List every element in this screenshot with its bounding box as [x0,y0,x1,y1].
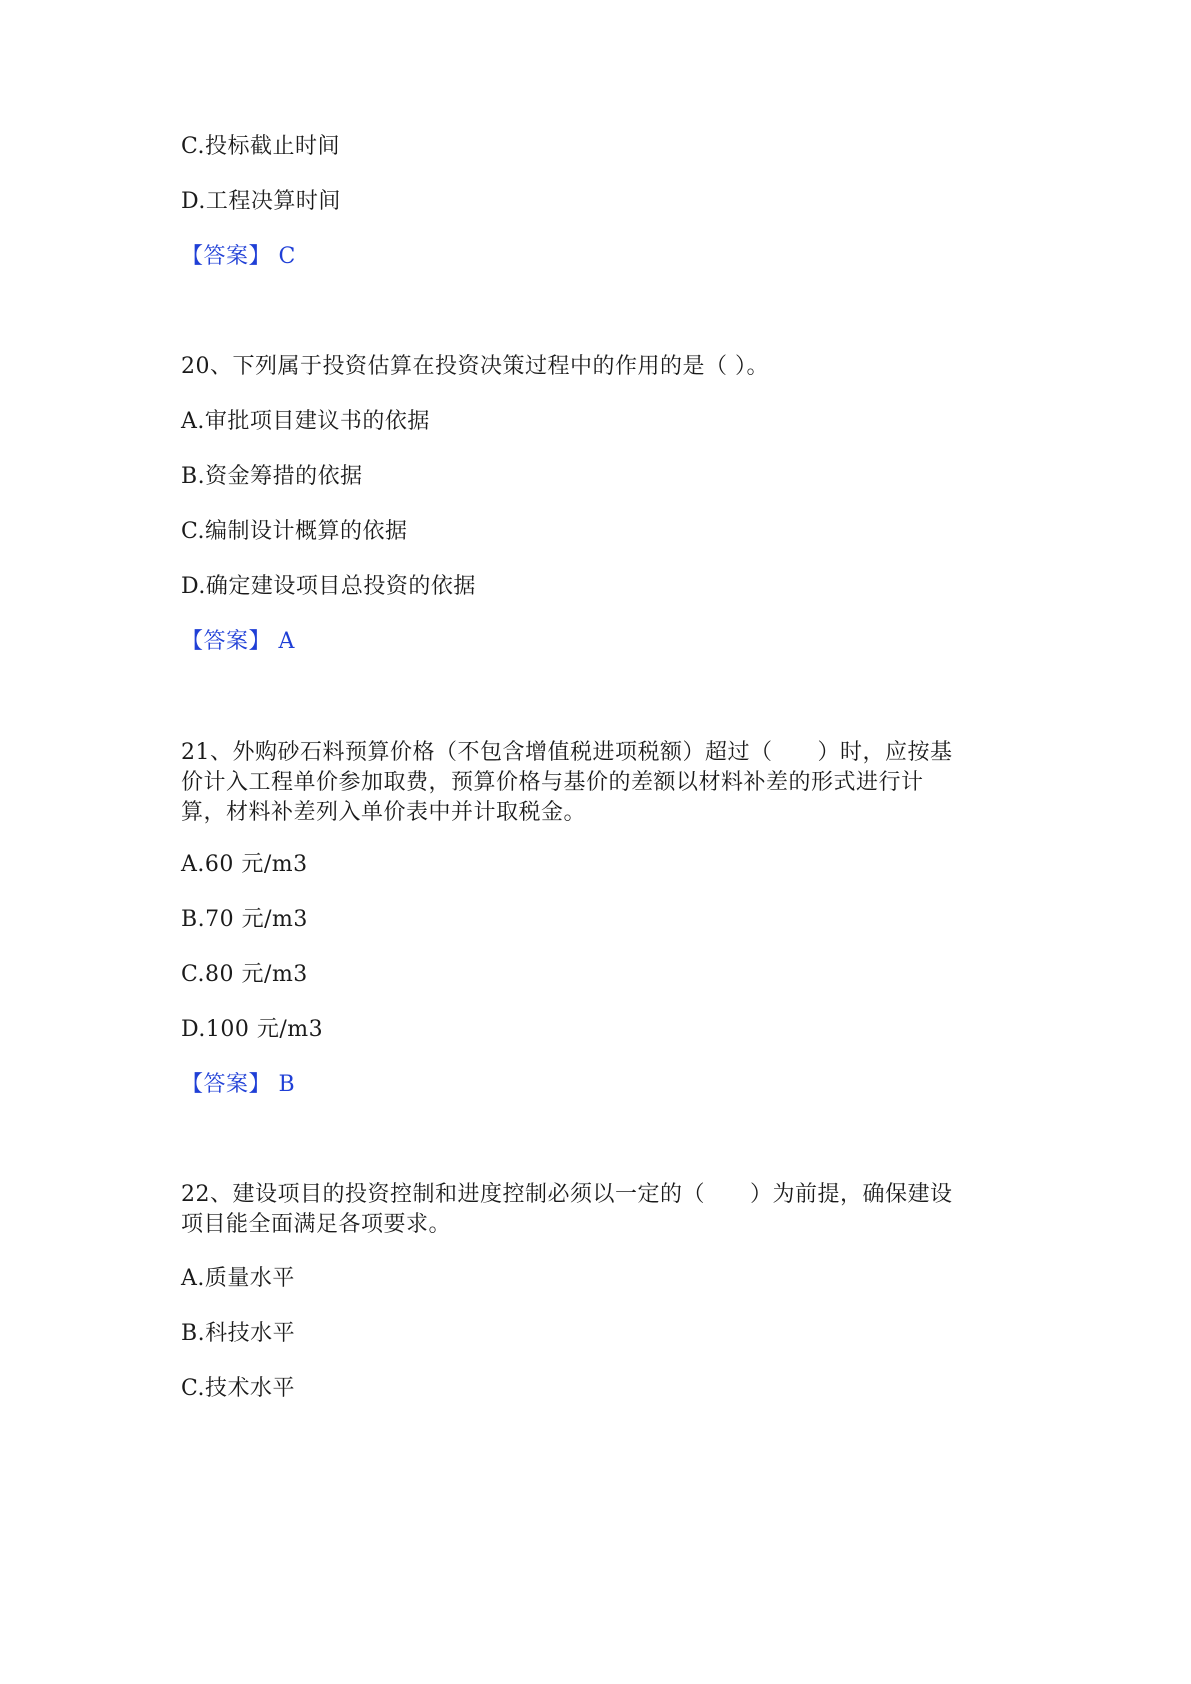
q20-option-d: D.确定建设项目总投资的依据 [181,574,476,599]
q19-option-d: D.工程决算时间 [181,189,341,214]
q22-option-a: A.质量水平 [181,1266,295,1291]
q20-option-c: C.编制设计概算的依据 [181,519,408,544]
q21-stem-line-2: 价计入工程单价参加取费，预算价格与基价的差额以材料补差的形式进行计 [181,770,924,795]
q22-stem-line-1: 22、建设项目的投资控制和进度控制必须以一定的（ ）为前提，确保建设 [181,1182,953,1207]
q21-stem-line-1: 21、外购砂石料预算价格（不包含增值税进项税额）超过（ ）时，应按基 [181,740,953,765]
q21-stem-line-3: 算，材料补差列入单价表中并计取税金。 [181,800,587,825]
q22-option-c: C.技术水平 [181,1376,296,1401]
q21-option-c: C.80 元/m3 [181,962,308,987]
q22-option-b: B.科技水平 [181,1321,296,1346]
q21-answer: 【答案】 B [181,1072,296,1097]
q19-option-c: C.投标截止时间 [181,134,341,159]
q21-option-a: A.60 元/m3 [181,852,308,877]
q19-answer: 【答案】 C [181,244,296,269]
q20-stem: 20、下列属于投资估算在投资决策过程中的作用的是（ ）。 [181,354,769,379]
q21-option-b: B.70 元/m3 [181,907,308,932]
q20-answer: 【答案】 A [181,629,295,654]
q20-option-b: B.资金筹措的依据 [181,464,363,489]
q22-stem-line-2: 项目能全面满足各项要求。 [181,1212,452,1237]
q21-option-d: D.100 元/m3 [181,1017,324,1042]
q20-option-a: A.审批项目建议书的依据 [181,409,430,434]
